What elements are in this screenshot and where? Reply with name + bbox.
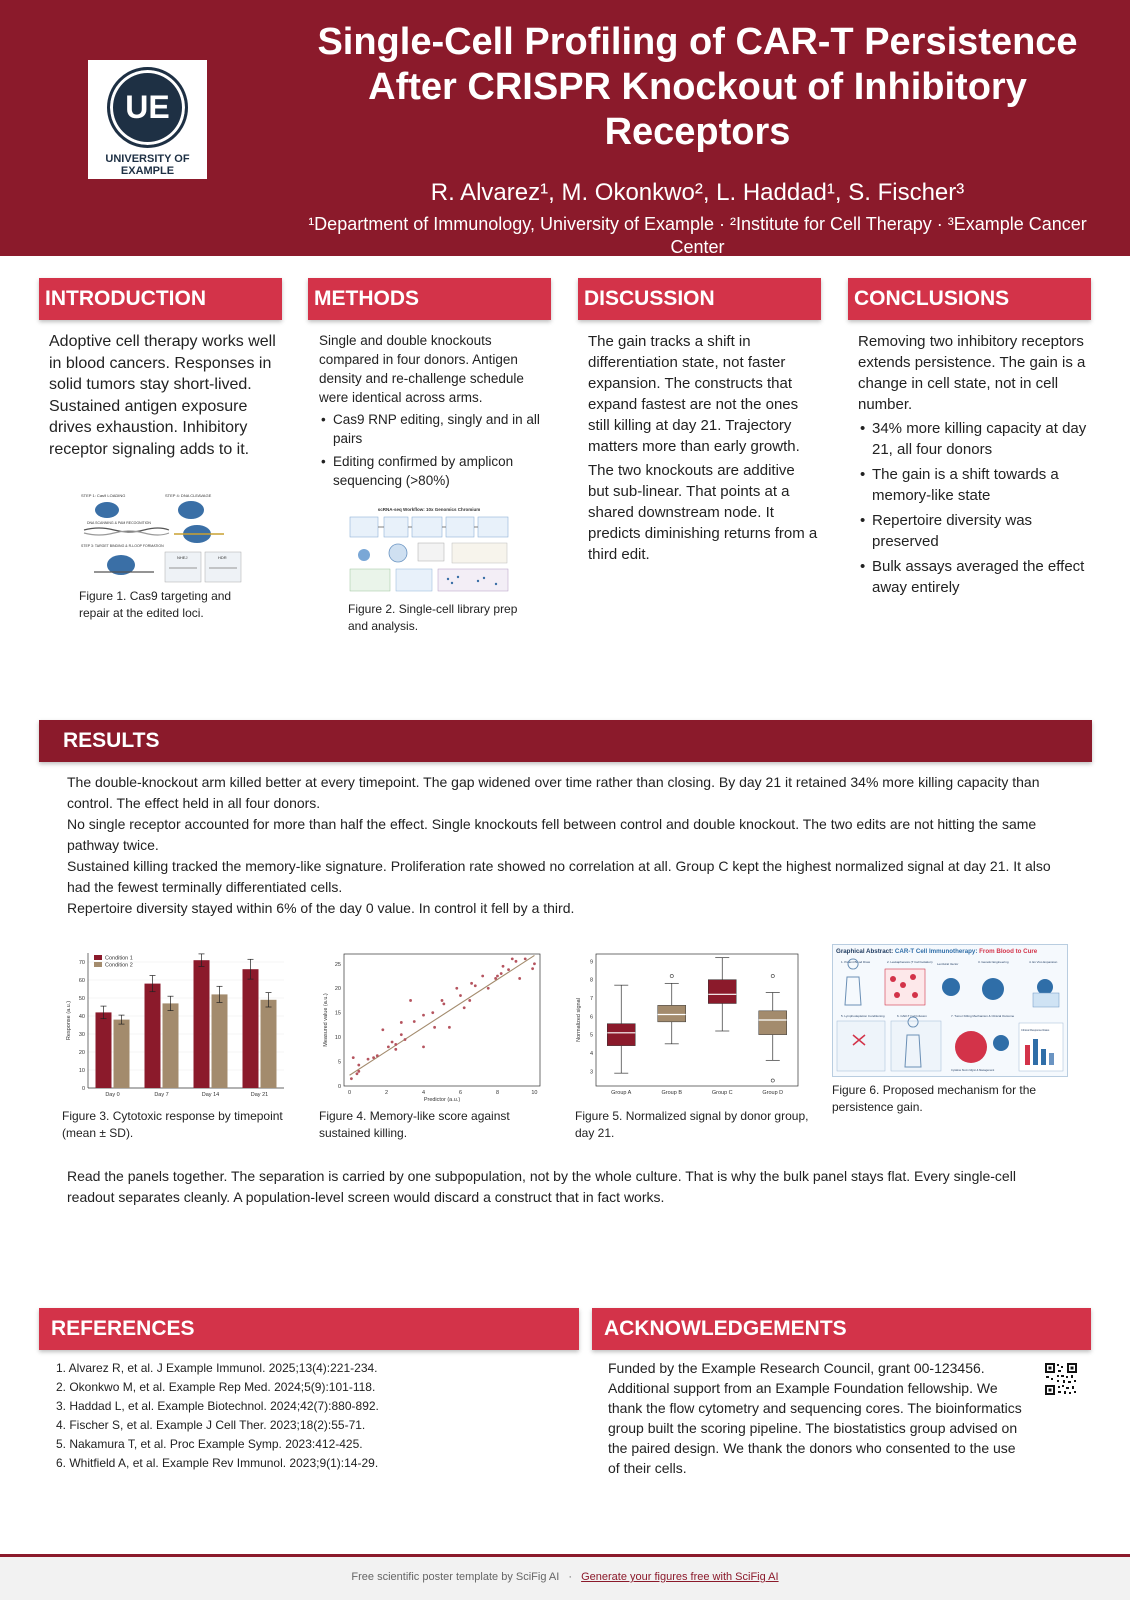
abstract-panel-label: 4. Ex Vivo Expansion	[1029, 960, 1058, 964]
scatter-point	[357, 1070, 360, 1073]
figure-6-graphical-abstract	[832, 944, 1068, 1077]
x-tick-label: 4	[421, 1090, 426, 1096]
scatter-point	[533, 962, 536, 965]
scatter-point	[487, 987, 490, 990]
x-tick-label: 10	[531, 1090, 538, 1096]
bar	[194, 960, 210, 1088]
conclusions-body	[858, 331, 1088, 602]
infusion-box	[891, 1021, 941, 1071]
y-tick-label: 10	[334, 1035, 341, 1042]
library-box	[350, 569, 390, 591]
logo-initials: UE	[125, 89, 170, 125]
figure-2-caption: Figure 2. Single-cell library prep and analysis.	[348, 602, 518, 633]
abstract-panel-label: 3. Genetic Engineering	[978, 960, 1009, 964]
discussion-body	[588, 331, 818, 568]
scatter-point	[442, 1002, 445, 1005]
conclusions-bullet: • The gain is a shift towards a memory-like state	[858, 464, 1088, 506]
abstract-title-prefix: Graphical Abstract:	[836, 948, 895, 955]
y-tick-label: 6	[589, 1014, 593, 1021]
storm-label: Cytokine Storm Mgmt & Management	[951, 1069, 995, 1072]
scatter-point	[422, 1014, 425, 1017]
scatter-point	[422, 1045, 425, 1048]
results-text	[67, 772, 1067, 919]
analysis-box	[452, 543, 507, 563]
scatter-point	[394, 1048, 397, 1051]
box-chart-svg	[572, 948, 804, 1102]
scatter-point	[367, 1058, 370, 1061]
reference-item: 1. Alvarez R, et al. J Example Immunol. 2025;13(4):221-234.	[56, 1361, 378, 1375]
poster-affiliations: ¹Department of Immunology, University of Example · ²Institute for Cell Therapy · ³Example Cancer Center	[308, 214, 1087, 257]
figure-5-box-chart	[572, 948, 804, 1102]
footer-link[interactable]: Generate your figures free with SciFig AI	[581, 1571, 779, 1583]
car-t-cell-icon	[993, 1035, 1009, 1051]
reference-item: 2. Okonkwo M, et al. Example Rep Med. 2024;5(9):101-118.	[56, 1380, 376, 1394]
y-tick-label: 20	[78, 1050, 85, 1056]
bar	[163, 1003, 179, 1088]
x-tick-label: Group A	[611, 1090, 632, 1096]
x-tick-label: 8	[495, 1090, 500, 1096]
conclusions-heading: CONCLUSIONS	[848, 278, 1091, 320]
step-box	[446, 517, 474, 537]
reference-item: 6. Whitfield A, et al. Example Rev Immunol. 2023;9(1):14-29.	[56, 1456, 379, 1470]
footer-separator: ·	[568, 1571, 573, 1583]
reference-item: 4. Fischer S, et al. Example J Cell Ther. 2023;18(2):55-71.	[56, 1418, 366, 1432]
scatter-point	[481, 975, 484, 978]
fig1-step2-label: DNA SCANNING & PAM RECOGNITION	[87, 521, 151, 525]
y-tick-label: 4	[589, 1051, 593, 1057]
methods-text: Single and double knockouts compared in four donors. Antigen density and re-challenge schedule were identical across arms.	[319, 333, 524, 405]
scatter-point	[387, 1045, 390, 1048]
discussion-heading: DISCUSSION	[578, 278, 821, 320]
figure-6-caption: Figure 6. Proposed mechanism for the persistence gain.	[832, 1083, 1037, 1114]
conclusions-bullet: • Bulk assays averaged the effect away entirely	[858, 556, 1088, 598]
footer-text: Free scientific poster template by SciFig AI	[351, 1571, 560, 1583]
y-axis-label: Measured value (a.u.)	[323, 993, 329, 1047]
references-heading: REFERENCES	[39, 1308, 579, 1350]
step-box	[384, 517, 408, 537]
x-tick-label: 0	[348, 1090, 352, 1096]
methods-bullets	[319, 410, 549, 490]
results-heading: RESULTS	[39, 720, 1092, 762]
bar-chart-svg	[60, 945, 292, 1102]
x-tick-label: 6	[458, 1090, 463, 1096]
scatter-point	[463, 1006, 466, 1009]
nhej-label: NHEJ	[177, 555, 188, 560]
scatter-point	[459, 994, 462, 997]
figure-3-caption: Figure 3. Cytotoxic response by timepoint (mean ± SD).	[62, 1109, 283, 1140]
fit-line	[350, 955, 535, 1075]
fig1-step3-label: STEP 3: TARGET BINDING & R-LOOP FORMATION	[81, 544, 164, 548]
fig1-step4-label: STEP 4: DNA CLEAVAGE	[165, 493, 212, 498]
scatter-point	[400, 1021, 403, 1024]
scatter-point	[381, 1028, 384, 1031]
expansion-bag	[1033, 993, 1059, 1007]
plot-frame	[344, 954, 540, 1086]
discussion-paragraph: The gain tracks a shift in differentiation state, not faster expansion. The constructs that expand fastest are not the ones still killing at day 21. Trajectory matters more than early growth.	[588, 333, 800, 455]
graphical-abstract-svg	[833, 945, 1067, 1076]
legend-label: Condition 1	[105, 955, 133, 962]
step-box	[478, 517, 508, 537]
box	[759, 1011, 787, 1035]
references-list	[56, 1359, 576, 1473]
results-paragraph: No single receptor accounted for more than half the effect. Single knockouts fell between control and double knockout. The two edits are not hitting the same pathway twice.	[67, 816, 1037, 853]
x-tick-label: 2	[384, 1090, 389, 1096]
logo-circle	[107, 67, 188, 148]
dna-strand-2	[84, 531, 169, 535]
figure-4-caption: Figure 4. Memory-like score against sustained killing.	[319, 1109, 510, 1140]
scatter-point	[431, 1011, 434, 1014]
y-tick-label: 0	[337, 1084, 341, 1090]
methods-bullet: • Editing confirmed by amplicon sequencing (>80%)	[319, 452, 549, 490]
scatter-point	[468, 999, 471, 1002]
y-tick-label: 9	[589, 959, 593, 966]
lymphodepletion-box	[837, 1021, 885, 1071]
scatter-point	[511, 957, 514, 960]
legend-label: Condition 2	[105, 962, 133, 969]
chip-icon	[389, 544, 407, 562]
bar	[96, 1012, 112, 1088]
logo-text: UNIVERSITY OF EXAMPLE	[105, 153, 190, 177]
scatter-point	[357, 1064, 360, 1067]
x-tick-label: Day 21	[250, 1092, 269, 1098]
results-closing: Read the panels together. The separation is carried by one subpopulation, not by the whole culture. That is why the bulk panel stays flat. Every single-cell readout separates cleanly. A population-level screen would discard a construct that in fact works.	[67, 1168, 1016, 1205]
university-logo	[88, 60, 207, 179]
cas9-protein-1	[95, 502, 119, 518]
scatter-point	[441, 999, 444, 1002]
abstract-title	[836, 948, 1038, 955]
box	[708, 980, 736, 1004]
qr-code-icon[interactable]	[1044, 1362, 1078, 1396]
acknowledgements-heading: ACKNOWLEDGEMENTS	[592, 1308, 1091, 1350]
outlier-point	[771, 974, 774, 977]
poster-header	[0, 0, 1130, 256]
introduction-text: Adoptive cell therapy works well in blood cancers. Responses in solid tumors stay short-lived. Sustained antigen exposure drives exhaustion. Inhibitory receptor signaling adds to it.	[49, 333, 276, 458]
scatter-point	[500, 972, 503, 975]
scatter-point	[376, 1054, 379, 1057]
y-tick-label: 20	[334, 986, 341, 993]
box	[658, 1005, 686, 1022]
methods-heading: METHODS	[308, 278, 551, 320]
legend-swatch	[94, 955, 102, 960]
abstract-panel-label: 6. CAR-T Cell Infusion	[897, 1014, 927, 1018]
reference-item: 3. Haddad L, et al. Example Biotechnol. 2024;42(7):880-892.	[56, 1399, 379, 1413]
abstract-panel-label: 7. Tumor Killing Mechanism & Clinical Outcome	[951, 1014, 1015, 1018]
figure-5-caption: Figure 5. Normalized signal by donor group, day 21.	[575, 1109, 809, 1140]
x-tick-label: Group C	[711, 1090, 733, 1096]
y-tick-label: 40	[78, 1014, 85, 1020]
outcome-label: Clinical Response Rates	[1021, 1029, 1050, 1032]
x-tick-label: Group B	[661, 1090, 682, 1096]
bar	[212, 994, 228, 1088]
bar	[243, 969, 259, 1088]
cas9-protein-2	[178, 501, 204, 519]
footer	[0, 1554, 1130, 1600]
y-tick-label: 7	[589, 996, 593, 1002]
figure-4-scatter-chart	[316, 948, 548, 1102]
abstract-panel-label: 1. Patient Blood Draw	[841, 960, 871, 964]
methods-bullet: • Cas9 RNP editing, singly and in all pairs	[319, 410, 549, 448]
scatter-point	[518, 977, 521, 980]
reference-item: 5. Nakamura T, et al. Proc Example Symp. 2023:412-425.	[56, 1437, 363, 1451]
y-axis-label: Normalized signal	[576, 998, 582, 1042]
outlier-point	[771, 1079, 774, 1082]
workflow-diagram-svg	[348, 505, 511, 595]
fig1-step1-label: STEP 1: Cas9 LOADING	[81, 493, 126, 498]
acknowledgements-text: Funded by the Example Research Council, grant 00-123456. Additional support from an Example Foundation fellowship. We thank the flow cytometry and sequencing cores. The bioinformatics group built the scoring pipeline. The biostatistics group advised on the paired design. We thank the donors who consented to the use of their cells.	[608, 1360, 1022, 1476]
conclusions-bullet: • Repertoire diversity was preserved	[858, 510, 1088, 552]
y-tick-label: 15	[334, 1010, 341, 1017]
y-tick-label: 25	[334, 961, 341, 968]
cell-icon	[358, 549, 370, 561]
results-paragraph: Repertoire diversity stayed within 6% of the day 0 value. In control it fell by a third.	[67, 900, 575, 916]
y-tick-label: 5	[589, 1032, 593, 1039]
x-tick-label: Group D	[762, 1090, 784, 1096]
scatter-point	[409, 999, 412, 1002]
introduction-heading: INTRODUCTION	[39, 278, 282, 320]
y-tick-label: 60	[78, 978, 85, 984]
outlier-point	[670, 974, 673, 977]
step-box	[350, 517, 378, 537]
abstract-panel-label: Lentiviral Vector	[937, 962, 959, 966]
y-tick-label: 10	[78, 1068, 85, 1074]
scatter-point	[496, 975, 499, 978]
x-tick-label: Day 0	[105, 1092, 120, 1098]
box	[607, 1024, 635, 1046]
figure-3-bar-chart	[60, 945, 292, 1102]
scatter-point	[433, 1026, 436, 1029]
scatter-point	[470, 982, 473, 985]
scatter-point	[352, 1056, 355, 1059]
y-tick-label: 3	[589, 1069, 593, 1076]
poster-title: Single-Cell Profiling of CAR-T Persistence After CRISPR Knockout of Inhibitory Receptors	[317, 21, 1078, 153]
x-tick-label: Day 7	[154, 1092, 169, 1098]
fig2-title: scRNA-seq Workflow: 10x Genomics Chromium	[377, 507, 481, 512]
bar	[145, 984, 161, 1088]
y-axis-label: Response (a.u.)	[66, 1000, 72, 1041]
seq-box	[396, 569, 432, 591]
scatter-point	[531, 967, 534, 970]
y-tick-label: 50	[78, 996, 85, 1002]
scatter-point	[455, 987, 458, 990]
y-tick-label: 0	[81, 1086, 85, 1092]
x-axis-label: Predictor (a.u.)	[423, 1097, 461, 1102]
bar	[114, 1020, 130, 1088]
scatter-point	[507, 968, 510, 971]
scatter-point	[448, 1026, 451, 1029]
bar	[261, 1000, 277, 1088]
abstract-title-end: From Blood to Cure	[979, 948, 1038, 955]
abstract-panel-label: 2. Leukapheresis (T Cell Isolation)	[887, 960, 933, 964]
scatter-point	[474, 984, 477, 987]
y-tick-label: 70	[78, 960, 85, 966]
droplet-box	[418, 543, 444, 561]
scatter-point	[394, 1043, 397, 1046]
scatter-point	[413, 1020, 416, 1023]
figure-2-workflow-diagram	[348, 505, 511, 595]
scatter-point	[391, 1041, 394, 1044]
results-paragraph: The double-knockout arm killed better at every timepoint. The gap widened over time rather than closing. By day 21 it retained 34% more killing capacity than control. The effect held in all four donors.	[67, 774, 1040, 811]
figure-1-caption: Figure 1. Cas9 targeting and repair at the edited loci.	[79, 589, 232, 620]
poster-authors: R. Alvarez¹, M. Okonkwo², L. Haddad¹, S. Fischer³	[430, 179, 965, 206]
y-tick-label: 5	[337, 1059, 341, 1066]
figure-1-cas9-diagram	[79, 490, 245, 585]
tumor-cell-icon	[955, 1031, 987, 1063]
x-tick-label: Day 14	[201, 1092, 220, 1098]
scatter-point	[494, 977, 497, 980]
scatter-point	[502, 965, 505, 968]
legend-swatch	[94, 962, 102, 967]
y-tick-label: 8	[589, 977, 593, 984]
conclusions-bullets	[858, 418, 1088, 598]
discussion-paragraph: The two knockouts are additive but sub-linear. That points at a shared downstream node. It predicts diminishing returns from a third edit.	[588, 462, 818, 563]
scatter-chart-svg	[316, 948, 548, 1102]
abstract-title-mid: CAR-T Cell Immunotherapy:	[894, 948, 980, 955]
scatter-point	[524, 957, 527, 960]
abstract-panel-label: 5. Lymphodepletion Conditioning	[841, 1014, 885, 1018]
scatter-point	[515, 960, 518, 963]
methods-body	[319, 331, 549, 494]
scatter-point	[356, 1072, 359, 1075]
hdr-label: HDR	[218, 555, 227, 560]
results-paragraph: Sustained killing tracked the memory-like signature. Proliferation rate showed no correlation at all. Group C kept the highest normalized signal at day 21. It also had the fewest terminally differentiated cells.	[67, 858, 1051, 895]
y-tick-label: 30	[78, 1032, 85, 1038]
cas9-diagram-svg	[79, 490, 245, 585]
scatter-point	[400, 1033, 403, 1036]
scatter-point	[404, 1038, 407, 1041]
scatter-point	[350, 1077, 353, 1080]
conclusions-text: Removing two inhibitory receptors extends persistence. The gain is a change in cell state, not in cell number.	[858, 333, 1086, 413]
conclusions-bullet: • 34% more killing capacity at day 21, all four donors	[858, 418, 1088, 460]
step-box	[412, 517, 442, 537]
scatter-point	[372, 1056, 375, 1059]
